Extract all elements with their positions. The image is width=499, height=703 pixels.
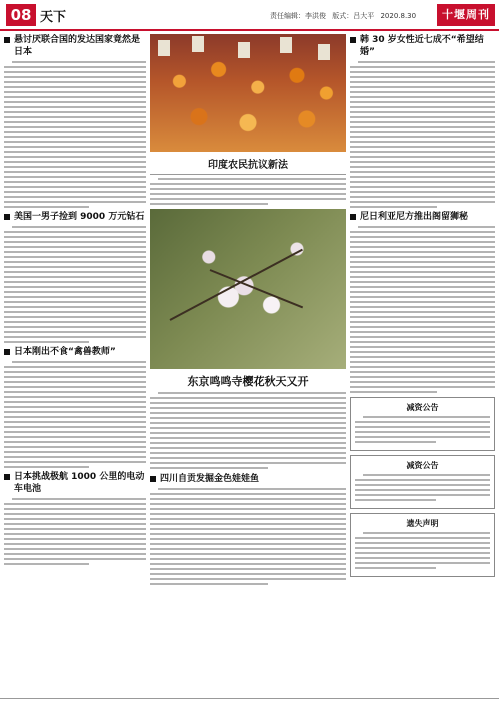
text-line — [355, 537, 490, 539]
text-line — [150, 183, 346, 185]
text-line — [350, 351, 495, 353]
header-meta — [270, 11, 420, 21]
text-line — [150, 407, 346, 409]
right-column — [350, 34, 495, 577]
text-line — [150, 533, 346, 535]
photo-caption-title: 东京鸣鸣寺樱花秋天又开 — [187, 375, 309, 388]
text-line — [158, 392, 346, 394]
text-line — [150, 493, 346, 495]
text-line — [4, 106, 146, 108]
text-line — [4, 66, 146, 68]
text-line — [355, 499, 436, 501]
notice-title: 遗失声明 — [406, 519, 439, 528]
editor-credit: 责任编辑：李洪俊 — [270, 12, 326, 20]
text-line — [4, 518, 146, 520]
text-line — [355, 436, 490, 438]
text-line — [150, 193, 346, 195]
text-line — [150, 203, 268, 205]
text-line — [350, 301, 495, 303]
text-line — [350, 191, 495, 193]
text-line — [150, 523, 346, 525]
text-line — [355, 494, 490, 496]
text-line — [150, 558, 346, 560]
left-column — [4, 34, 146, 568]
text-line — [4, 528, 146, 530]
text-line — [4, 553, 146, 555]
text-line — [150, 427, 346, 429]
text-line — [350, 201, 495, 203]
text-line — [4, 286, 146, 288]
text-line — [350, 316, 495, 318]
text-line — [4, 201, 146, 203]
text-line — [350, 381, 495, 383]
text-line — [350, 106, 495, 108]
text-line — [4, 151, 146, 153]
text-line — [350, 361, 495, 363]
designer-credit: 版式：吕大平 — [332, 12, 375, 20]
photo-caption-body — [150, 392, 346, 469]
text-line — [150, 513, 346, 515]
text-line — [4, 508, 146, 510]
text-line — [158, 178, 346, 180]
text-line — [350, 116, 495, 118]
text-line — [4, 231, 146, 233]
text-line — [4, 71, 146, 73]
text-line — [350, 276, 495, 278]
text-line — [4, 281, 146, 283]
header-rule — [0, 29, 499, 31]
text-line — [150, 553, 346, 555]
text-line — [4, 86, 146, 88]
text-line — [4, 111, 146, 113]
text-line — [350, 251, 495, 253]
text-line — [4, 416, 146, 418]
notice-title: 减资公告 — [406, 461, 439, 470]
text-line — [355, 441, 436, 443]
text-line — [350, 186, 495, 188]
text-line — [150, 518, 346, 520]
text-line — [4, 76, 146, 78]
text-line — [4, 311, 146, 313]
article-headline: 日本刚出不食“禽兽教师” — [4, 346, 146, 358]
text-line — [4, 146, 146, 148]
text-line — [150, 442, 346, 444]
text-line — [4, 276, 146, 278]
text-line — [4, 513, 146, 515]
text-line — [4, 131, 146, 133]
notice-body — [355, 532, 490, 569]
text-line — [4, 191, 146, 193]
text-line — [4, 206, 89, 208]
text-line — [350, 101, 495, 103]
article-body — [4, 61, 146, 208]
text-line — [350, 311, 495, 313]
notice-box — [350, 513, 495, 577]
text-line — [355, 479, 490, 481]
text-line — [4, 543, 146, 545]
text-line — [358, 61, 495, 63]
text-line — [150, 462, 346, 464]
text-line — [4, 341, 89, 343]
text-line — [350, 391, 437, 393]
text-line — [4, 186, 146, 188]
text-line — [150, 548, 346, 550]
text-line — [350, 336, 495, 338]
text-line — [4, 271, 146, 273]
text-line — [4, 321, 146, 323]
text-line — [4, 326, 146, 328]
notice-body — [355, 474, 490, 501]
text-line — [355, 547, 490, 549]
text-line — [350, 86, 495, 88]
text-line — [4, 503, 146, 505]
cherry-blossom-photo — [150, 209, 346, 369]
text-line — [4, 391, 146, 393]
text-line — [150, 417, 346, 419]
text-line — [4, 446, 146, 448]
text-line — [4, 136, 146, 138]
text-line — [4, 426, 146, 428]
text-line — [350, 161, 495, 163]
footer-rule — [0, 698, 499, 699]
text-line — [150, 432, 346, 434]
text-line — [4, 251, 146, 253]
text-line — [355, 426, 490, 428]
text-line — [4, 236, 146, 238]
article-headline: 悬讨厌联合国的发达国家竟然是日本 — [4, 34, 146, 58]
text-line — [350, 236, 495, 238]
article-body — [4, 361, 146, 468]
text-line — [350, 261, 495, 263]
notice-box — [350, 455, 495, 509]
text-line — [4, 121, 146, 123]
text-line — [350, 266, 495, 268]
text-line — [12, 498, 146, 500]
text-line — [150, 188, 346, 190]
text-line — [150, 563, 346, 565]
photo-caption-body — [150, 178, 346, 205]
text-line — [150, 498, 346, 500]
text-line — [4, 261, 146, 263]
text-line — [4, 101, 146, 103]
text-line — [4, 126, 146, 128]
text-line — [150, 467, 268, 469]
text-line — [363, 416, 490, 418]
text-line — [350, 256, 495, 258]
text-line — [350, 131, 495, 133]
text-line — [350, 366, 495, 368]
text-line — [150, 538, 346, 540]
text-line — [355, 552, 490, 554]
page-number: 08 — [6, 4, 36, 26]
text-line — [355, 431, 490, 433]
text-line — [350, 151, 495, 153]
text-line — [350, 146, 495, 148]
text-line — [350, 286, 495, 288]
text-line — [350, 271, 495, 273]
text-line — [150, 528, 346, 530]
brand-logo: 十堰周刊 — [437, 4, 495, 26]
text-line — [150, 457, 346, 459]
text-line — [350, 356, 495, 358]
text-line — [4, 371, 146, 373]
text-line — [4, 406, 146, 408]
text-line — [350, 306, 495, 308]
text-line — [150, 402, 346, 404]
text-line — [350, 156, 495, 158]
text-line — [350, 176, 495, 178]
text-line — [4, 296, 146, 298]
article-headline: 四川自贡发掘金色娃娃鱼 — [150, 473, 346, 485]
article-headline: 美国一男子捡到 9000 万元钻石 — [4, 211, 146, 223]
text-line — [355, 567, 436, 569]
text-line — [12, 61, 146, 63]
text-line — [4, 436, 146, 438]
text-line — [4, 386, 146, 388]
text-line — [350, 196, 495, 198]
text-line — [4, 548, 146, 550]
text-line — [150, 452, 346, 454]
text-line — [150, 583, 268, 585]
text-line — [150, 437, 346, 439]
text-line — [350, 206, 437, 208]
text-line — [4, 156, 146, 158]
text-line — [4, 241, 146, 243]
text-line — [350, 246, 495, 248]
article-headline: 日本挑战极航 1000 公里的电动车电池 — [4, 471, 146, 495]
text-line — [4, 161, 146, 163]
text-line — [350, 341, 495, 343]
text-line — [158, 488, 346, 490]
text-line — [350, 81, 495, 83]
text-line — [350, 121, 495, 123]
text-line — [4, 533, 146, 535]
text-line — [4, 91, 146, 93]
text-line — [4, 421, 146, 423]
text-line — [12, 226, 146, 228]
article-headline: 尼日利亚尼方推出阁留狮秘 — [350, 211, 495, 223]
text-line — [355, 489, 490, 491]
text-line — [350, 326, 495, 328]
text-line — [355, 484, 490, 486]
text-line — [350, 291, 495, 293]
text-line — [4, 456, 146, 458]
text-line — [4, 266, 146, 268]
text-line — [150, 422, 346, 424]
text-line — [4, 176, 146, 178]
text-line — [4, 523, 146, 525]
text-line — [350, 386, 495, 388]
text-line — [4, 431, 146, 433]
text-line — [12, 361, 146, 363]
text-line — [4, 396, 146, 398]
text-line — [150, 198, 346, 200]
text-line — [150, 397, 346, 399]
text-line — [355, 542, 490, 544]
issue-date: 2020.8.30 — [380, 12, 417, 20]
text-line — [4, 538, 146, 540]
photo-caption-title: 印度农民抗议新法 — [208, 160, 288, 171]
text-line — [4, 381, 146, 383]
text-line — [150, 573, 346, 575]
text-line — [4, 563, 89, 565]
text-line — [358, 226, 495, 228]
text-line — [350, 126, 495, 128]
text-line — [350, 231, 495, 233]
text-line — [150, 543, 346, 545]
text-line — [350, 76, 495, 78]
text-line — [4, 301, 146, 303]
protest-photo — [150, 34, 346, 152]
text-line — [350, 281, 495, 283]
text-line — [350, 171, 495, 173]
text-line — [350, 71, 495, 73]
notice-box — [350, 397, 495, 451]
text-line — [4, 181, 146, 183]
text-line — [350, 376, 495, 378]
text-line — [350, 96, 495, 98]
text-line — [4, 366, 146, 368]
text-line — [4, 411, 146, 413]
text-line — [4, 331, 146, 333]
text-line — [150, 503, 346, 505]
text-line — [4, 116, 146, 118]
text-line — [355, 421, 490, 423]
text-line — [350, 141, 495, 143]
text-line — [150, 508, 346, 510]
text-line — [4, 336, 146, 338]
text-line — [355, 557, 490, 559]
text-line — [4, 166, 146, 168]
text-line — [4, 96, 146, 98]
text-line — [4, 376, 146, 378]
article-body — [350, 61, 495, 208]
text-line — [4, 196, 146, 198]
text-line — [350, 91, 495, 93]
text-line — [150, 412, 346, 414]
text-line — [350, 346, 495, 348]
text-line — [350, 241, 495, 243]
text-line — [350, 136, 495, 138]
page-header — [0, 0, 499, 30]
article-body — [4, 226, 146, 343]
text-line — [355, 562, 490, 564]
text-line — [150, 568, 346, 570]
text-line — [363, 474, 490, 476]
article-body — [4, 498, 146, 565]
text-line — [350, 111, 495, 113]
text-line — [350, 321, 495, 323]
text-line — [150, 578, 346, 580]
text-line — [4, 451, 146, 453]
article-headline: 韩 30 岁女性近七成不“希望结婚” — [350, 34, 495, 58]
text-line — [350, 166, 495, 168]
middle-column — [150, 34, 346, 588]
text-line — [4, 171, 146, 173]
text-line — [4, 316, 146, 318]
text-line — [4, 246, 146, 248]
article-body — [350, 226, 495, 393]
notice-body — [355, 416, 490, 443]
text-line — [350, 296, 495, 298]
notice-title: 减资公告 — [406, 403, 439, 412]
text-line — [4, 401, 146, 403]
text-line — [350, 66, 495, 68]
text-line — [4, 306, 146, 308]
text-line — [363, 532, 490, 534]
text-line — [350, 371, 495, 373]
text-line — [4, 441, 146, 443]
text-line — [350, 331, 495, 333]
text-line — [350, 181, 495, 183]
text-line — [4, 466, 89, 468]
text-line — [4, 81, 146, 83]
text-line — [4, 291, 146, 293]
text-line — [4, 256, 146, 258]
text-line — [4, 461, 146, 463]
article-body — [150, 488, 346, 585]
text-line — [4, 558, 146, 560]
text-line — [4, 141, 146, 143]
text-line — [150, 447, 346, 449]
section-label: 天下 — [40, 10, 67, 25]
